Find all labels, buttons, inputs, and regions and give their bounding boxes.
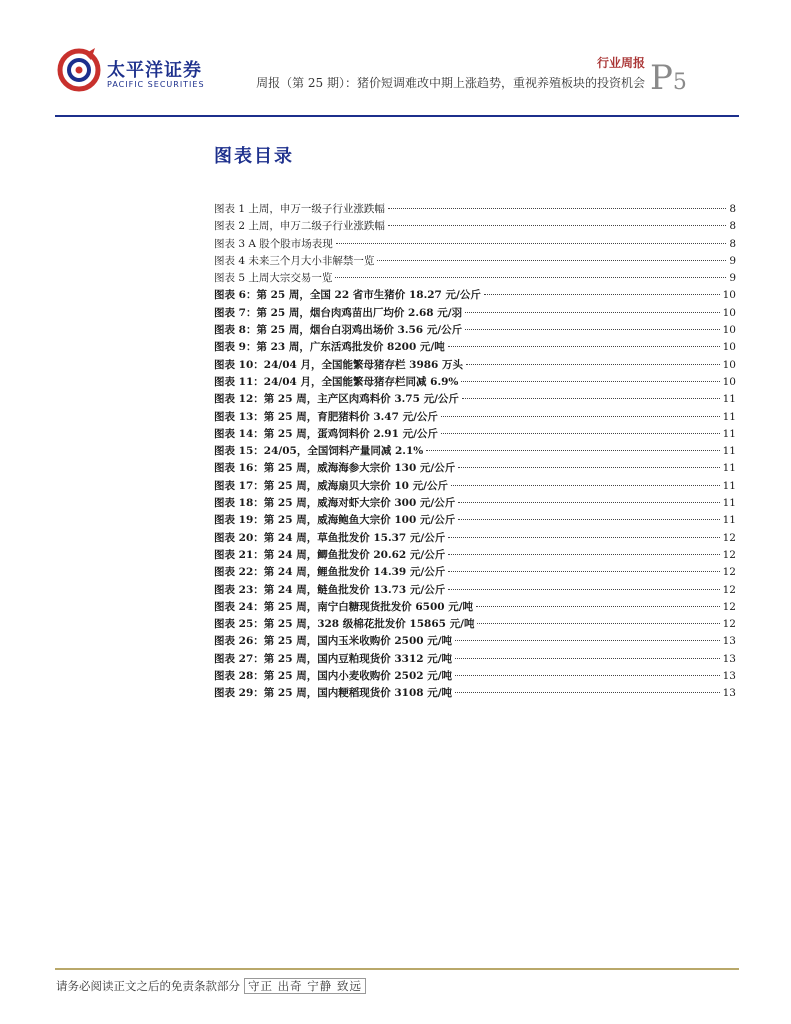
toc-entry[interactable]: [214, 599, 736, 616]
toc-entry-label: 图表 24：第 25 周，南宁白糖现货批发价 6500 元/吨: [214, 600, 474, 613]
toc-entry-label: 图表 11：24/04 月，全国能繁母猪存栏同减 6.9%: [214, 375, 459, 388]
toc-entry[interactable]: [214, 460, 736, 477]
toc-leader-dots: [465, 329, 720, 330]
toc-entry-label: 图表 18：第 25 周，威海对虾大宗价 300 元/公斤: [214, 497, 456, 510]
toc-leader-dots: [388, 225, 726, 226]
footer-divider: [55, 968, 739, 970]
toc-entry-label: 图表 1 上周，申万一级子行业涨跌幅: [214, 203, 385, 215]
toc-entry[interactable]: [214, 582, 736, 599]
toc-entry-page: 9: [729, 254, 736, 267]
toc-entry-label: 图表 27：第 25 周，国内豆粕现货价 3312 元/吨: [214, 652, 453, 665]
report-category: 行业周报: [596, 56, 645, 70]
toc-entry-page: 10: [722, 306, 736, 319]
toc-entry[interactable]: [214, 495, 736, 512]
toc-entry-page: 12: [722, 583, 736, 596]
toc-entry-page: 13: [722, 635, 736, 648]
company-logo: [55, 44, 215, 96]
page-number: [650, 58, 687, 98]
toc-entry-label: 图表 15：24/05，全国饲料产量同减 2.1%: [214, 445, 424, 458]
toc-leader-dots: [455, 675, 720, 676]
toc-leader-dots: [335, 277, 726, 278]
toc-entry-page: 11: [722, 497, 736, 510]
toc-leader-dots: [455, 692, 720, 693]
toc-entry[interactable]: [214, 391, 736, 408]
toc-entry-page: 12: [722, 566, 736, 579]
toc-leader-dots: [377, 260, 726, 261]
toc-entry-label: 图表 12：第 25 周，主产区肉鸡料价 3.75 元/公斤: [214, 393, 459, 406]
toc-heading: 图表目录: [214, 146, 294, 167]
toc-leader-dots: [448, 346, 720, 347]
page-prefix: P: [650, 58, 673, 98]
toc-entry[interactable]: [214, 357, 736, 374]
toc-entry-page: 13: [722, 652, 736, 665]
toc-entry-label: 图表 6：第 25 周，全国 22 省市生猪价 18.27 元/公斤: [214, 289, 481, 302]
toc-leader-dots: [451, 485, 720, 486]
toc-entry[interactable]: [214, 374, 736, 391]
toc-entry[interactable]: [214, 512, 736, 529]
toc-entry[interactable]: [214, 651, 736, 668]
toc-entry[interactable]: [214, 426, 736, 443]
footer-disclaimer: 请务必阅读正文之后的免责条款部分: [56, 979, 240, 993]
toc-leader-dots: [448, 571, 719, 572]
toc-entry-label: 图表 19：第 25 周，威海鲍鱼大宗价 100 元/公斤: [214, 514, 456, 527]
toc-entry-label: 图表 3 A 股个股市场表现: [214, 237, 333, 250]
toc-entry-page: 13: [722, 687, 736, 700]
toc-entry-label: 图表 26：第 25 周，国内玉米收购价 2500 元/吨: [214, 635, 453, 648]
toc-entry-page: 10: [722, 324, 736, 337]
toc-leader-dots: [441, 416, 720, 417]
toc-leader-dots: [484, 294, 720, 295]
toc-entry-page: 11: [722, 393, 736, 406]
toc-entry[interactable]: [214, 305, 736, 322]
header-divider: [55, 115, 739, 117]
footer-motto: 守正 出奇 宁静 致远: [244, 978, 366, 994]
toc-entry[interactable]: [214, 564, 736, 581]
toc-leader-dots: [448, 589, 719, 590]
toc-entry-page: 11: [722, 427, 736, 440]
toc-leader-dots: [441, 433, 720, 434]
toc-entry-label: 图表 14：第 25 周，蛋鸡饲料价 2.91 元/公斤: [214, 427, 438, 440]
toc-entry[interactable]: [214, 668, 736, 685]
logo-name-cn: 太平洋证券: [107, 60, 202, 81]
toc-leader-dots: [465, 312, 720, 313]
toc-entry-page: 11: [722, 445, 736, 458]
toc-entry-page: 8: [729, 220, 736, 233]
toc-leader-dots: [458, 519, 719, 520]
report-title: 周报（第 25 期）：猪价短调难改中期上涨趋势，重视养殖板块的投资机会: [256, 76, 645, 90]
toc-entry[interactable]: [214, 270, 736, 287]
toc-leader-dots: [462, 398, 720, 399]
toc-leader-dots: [448, 554, 719, 555]
toc-entry-label: 图表 17：第 25 周，威海扇贝大宗价 10 元/公斤: [214, 479, 448, 492]
toc-entry-page: 12: [722, 548, 736, 561]
toc-entry-label: 图表 8：第 25 周，烟台白羽鸡出场价 3.56 元/公斤: [214, 324, 463, 337]
toc-entry-page: 12: [722, 618, 736, 631]
toc-entry[interactable]: [214, 478, 736, 495]
toc-entry-page: 11: [722, 410, 736, 423]
toc-entry-page: 10: [722, 289, 736, 302]
logo-name-en: PACIFIC SECURITIES: [107, 80, 205, 89]
toc-entry[interactable]: [214, 201, 736, 218]
toc-entry-label: 图表 9：第 23 周，广东活鸡批发价 8200 元/吨: [214, 341, 445, 354]
toc-entry[interactable]: [214, 339, 736, 356]
toc-entry-label: 图表 20：第 24 周，草鱼批发价 15.37 元/公斤: [214, 531, 446, 544]
toc-entry-page: 13: [722, 670, 736, 683]
toc-entry-label: 图表 29：第 25 周，国内粳稻现货价 3108 元/吨: [214, 687, 453, 700]
toc-leader-dots: [388, 208, 726, 209]
toc-entry-label: 图表 22：第 24 周，鲤鱼批发价 14.39 元/公斤: [214, 566, 446, 579]
toc-entry-label: 图表 5 上周大宗交易一览: [214, 272, 333, 285]
toc-entry[interactable]: [214, 253, 736, 270]
toc-entry-page: 12: [722, 531, 736, 544]
toc-entry[interactable]: [214, 530, 736, 547]
toc-entry[interactable]: [214, 616, 736, 633]
toc-entry-label: 图表 4 未来三个月大小非解禁一览: [214, 254, 375, 267]
toc-entry-label: 图表 28：第 25 周，国内小麦收购价 2502 元/吨: [214, 670, 453, 683]
toc-entry-page: 11: [722, 479, 736, 492]
toc-entry-label: 图表 16：第 25 周，威海海参大宗价 130 元/公斤: [214, 462, 456, 475]
toc-entry-page: 8: [729, 203, 736, 215]
toc-leader-dots: [458, 467, 719, 468]
toc-leader-dots: [455, 640, 720, 641]
toc-entry-label: 图表 10：24/04 月，全国能繁母猪存栏 3986 万头: [214, 358, 464, 371]
toc-entry[interactable]: [214, 547, 736, 564]
toc-entry-label: 图表 25：第 25 周，328 级棉花批发价 15865 元/吨: [214, 618, 475, 631]
toc-entry-label: 图表 13：第 25 周，育肥猪料价 3.47 元/公斤: [214, 410, 438, 423]
toc-entry-page: 11: [722, 462, 736, 475]
toc-entry[interactable]: [214, 218, 736, 235]
toc-entry-label: 图表 2 上周，申万二级子行业涨跌幅: [214, 220, 385, 233]
toc-entry[interactable]: [214, 236, 736, 253]
toc-entry-label: 图表 21：第 24 周，鲫鱼批发价 20.62 元/公斤: [214, 548, 446, 561]
page-number-value: 5: [672, 70, 687, 95]
toc-entry-page: 12: [722, 600, 736, 613]
toc-entry[interactable]: [214, 287, 736, 304]
toc-leader-dots: [426, 450, 719, 451]
toc-leader-dots: [466, 364, 720, 365]
toc-entry-page: 11: [722, 514, 736, 527]
toc-entry-label: 图表 7：第 25 周，烟台肉鸡苗出厂均价 2.68 元/羽: [214, 306, 463, 319]
toc-leader-dots: [477, 623, 719, 624]
toc-entry[interactable]: [214, 633, 736, 650]
toc-leader-dots: [458, 502, 719, 503]
toc-leader-dots: [461, 381, 719, 382]
toc-entry-label: 图表 23：第 24 周，鲢鱼批发价 13.73 元/公斤: [214, 583, 446, 596]
toc-leader-dots: [455, 658, 720, 659]
toc-entry[interactable]: [214, 443, 736, 460]
toc-entry-page: 8: [729, 237, 736, 250]
table-of-figures: [214, 201, 736, 703]
toc-entry-page: 10: [722, 341, 736, 354]
toc-entry-page: 10: [722, 358, 736, 371]
toc-leader-dots: [476, 606, 720, 607]
toc-leader-dots: [448, 537, 719, 538]
toc-entry-page: 9: [729, 272, 736, 285]
toc-entry[interactable]: [214, 322, 736, 339]
toc-leader-dots: [336, 243, 727, 244]
toc-entry[interactable]: [214, 685, 736, 702]
footer: [56, 978, 366, 994]
toc-entry-page: 10: [722, 375, 736, 388]
toc-entry[interactable]: [214, 409, 736, 426]
pacific-securities-emblem-icon: [55, 44, 103, 96]
